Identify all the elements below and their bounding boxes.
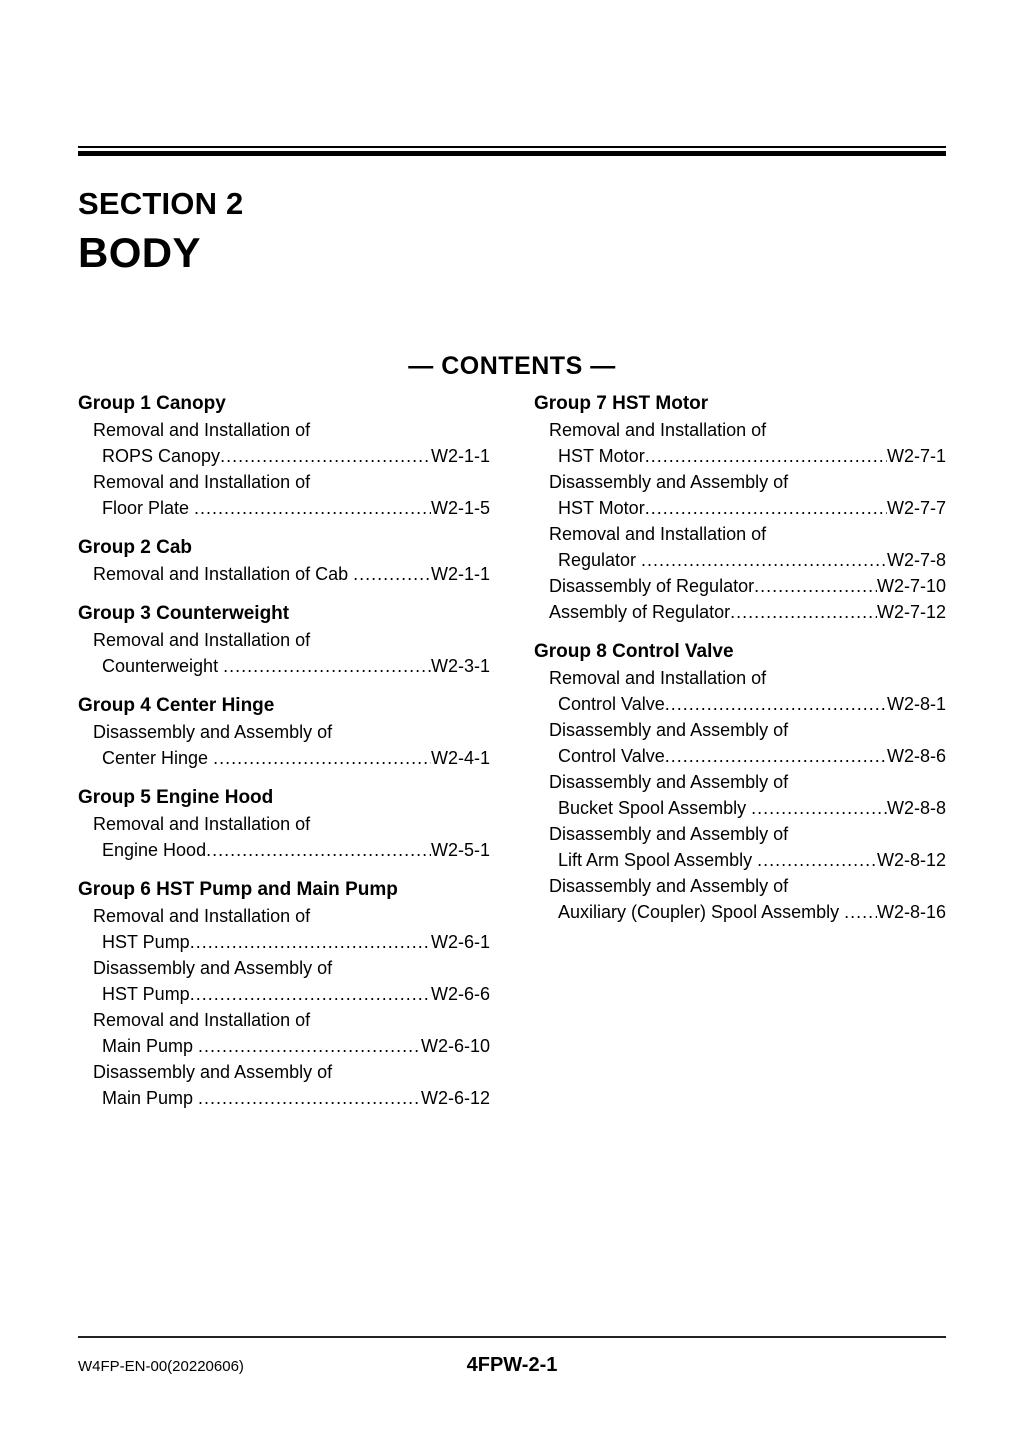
toc-entry-leader-dots <box>190 933 431 951</box>
toc-group <box>534 391 946 625</box>
toc-entry[interactable] <box>78 1085 490 1111</box>
toc-entry-leader-dots <box>757 851 877 869</box>
toc-entry-leader-dots <box>665 695 887 713</box>
toc-entry-title: Removal and Installation of Cab <box>93 564 349 584</box>
toc-entry[interactable] <box>534 443 946 469</box>
toc-group-heading: Group 2 Cab <box>78 537 193 558</box>
toc-entry-leader-dots <box>645 499 887 517</box>
toc-group <box>78 535 490 587</box>
toc-entry[interactable] <box>534 495 946 521</box>
toc-entry-prefix: Disassembly and Assembly of <box>93 1062 333 1082</box>
footer-document-code: W4FP-EN-00(20220606) <box>78 1358 244 1375</box>
toc-group <box>78 693 490 771</box>
toc-entry-title: Center Hinge <box>102 748 209 768</box>
toc-entry[interactable] <box>78 443 490 469</box>
toc-group-heading: Group 7 HST Motor <box>534 393 709 414</box>
toc-entry[interactable] <box>534 573 946 599</box>
toc-entry[interactable] <box>78 981 490 1007</box>
toc-entry-title: Control Valve <box>558 694 665 714</box>
toc-entry[interactable] <box>78 929 490 955</box>
toc-entry-page-number: W2-7-10 <box>876 576 946 596</box>
toc-entry-prefix: Disassembly and Assembly of <box>549 720 789 740</box>
toc-entry-leader-dots <box>223 657 431 675</box>
toc-entry-title: ROPS Canopy <box>102 446 221 466</box>
toc-entry-prefix: Removal and Installation of <box>549 668 767 688</box>
toc-entry-leader-dots <box>190 985 431 1003</box>
toc-entry-page-number: W2-3-1 <box>430 656 490 676</box>
toc-entry-title: Regulator <box>558 550 637 570</box>
toc-entry-prefix: Disassembly and Assembly of <box>549 824 789 844</box>
toc-entry-leader-dots <box>213 749 431 767</box>
toc-entry-page-number: W2-7-8 <box>886 550 946 570</box>
toc-entry-prefix: Removal and Installation of <box>93 1010 311 1030</box>
toc-left-column <box>78 391 490 1111</box>
toc-entry-prefix: Removal and Installation of <box>93 630 311 650</box>
toc-entry-page-number: W2-1-1 <box>430 564 490 584</box>
toc-entry-leader-dots <box>641 551 887 569</box>
toc-entry-page-number: W2-7-1 <box>886 446 946 466</box>
toc-entry-prefix: Disassembly and Assembly of <box>549 876 789 896</box>
toc-group <box>78 601 490 679</box>
toc-entry-page-number: W2-6-10 <box>420 1036 490 1056</box>
toc-entry-title: HST Motor <box>558 446 645 466</box>
toc-entry-leader-dots <box>353 565 431 583</box>
toc-entry[interactable] <box>534 743 946 769</box>
toc-entry[interactable] <box>78 653 490 679</box>
toc-entry-prefix: Disassembly and Assembly of <box>549 772 789 792</box>
toc-entry-leader-dots <box>665 747 887 765</box>
toc-entry-page-number: W2-6-12 <box>420 1088 490 1108</box>
toc-entry-title: Auxiliary (Coupler) Spool Assembly <box>558 902 840 922</box>
toc-entry-title: Main Pump <box>102 1036 194 1056</box>
header-rule-thick <box>78 151 946 156</box>
toc-group-heading: Group 4 Center Hinge <box>78 695 275 716</box>
toc-right-column <box>534 391 946 1111</box>
toc-entry-prefix: Removal and Installation of <box>549 420 767 440</box>
toc-entry-title: Main Pump <box>102 1088 194 1108</box>
toc-entry-title: Floor Plate <box>102 498 190 518</box>
toc-entry-leader-dots <box>645 447 887 465</box>
toc-entry-prefix: Removal and Installation of <box>549 524 767 544</box>
toc-entry-leader-dots <box>754 577 877 595</box>
footer-rule <box>78 1336 946 1338</box>
toc-entry-leader-dots <box>751 799 887 817</box>
toc-entry-page-number: W2-8-16 <box>876 902 946 922</box>
toc-entry[interactable] <box>534 795 946 821</box>
toc-entry-prefix: Removal and Installation of <box>93 472 311 492</box>
toc-entry[interactable] <box>534 547 946 573</box>
toc-entry-page-number: W2-6-6 <box>430 984 490 1004</box>
toc-group-heading: Group 6 HST Pump and Main Pump <box>78 879 398 900</box>
toc-entry-prefix: Removal and Installation of <box>93 420 311 440</box>
toc-entry-prefix: Disassembly and Assembly of <box>93 722 333 742</box>
toc-entry-title: Control Valve <box>558 746 665 766</box>
toc-group-heading: Group 1 Canopy <box>78 393 226 414</box>
toc-entry-title: Bucket Spool Assembly <box>558 798 747 818</box>
toc-entry-prefix: Removal and Installation of <box>93 906 311 926</box>
toc-group <box>78 785 490 863</box>
toc-entry-leader-dots <box>194 499 431 517</box>
toc-entry[interactable] <box>78 837 490 863</box>
toc-entry[interactable] <box>78 561 490 587</box>
toc-entry-leader-dots <box>220 447 431 465</box>
footer-page-number: 4FPW-2-1 <box>466 1354 558 1376</box>
toc-entry-title: Counterweight <box>102 656 219 676</box>
toc-entry-page-number: W2-8-6 <box>886 746 946 766</box>
toc-entry-prefix: Disassembly and Assembly of <box>93 958 333 978</box>
header-double-rule <box>78 146 946 156</box>
toc-entry-leader-dots <box>198 1037 421 1055</box>
toc-entry-title: Lift Arm Spool Assembly <box>558 850 753 870</box>
toc-entry[interactable] <box>534 899 946 925</box>
toc-group <box>534 639 946 925</box>
toc-entry-page-number: W2-5-1 <box>430 840 490 860</box>
toc-entry-page-number: W2-6-1 <box>430 932 490 952</box>
toc-entry-page-number: W2-8-8 <box>886 798 946 818</box>
toc-entry[interactable] <box>78 495 490 521</box>
toc-entry-title: Engine Hood <box>102 840 207 860</box>
toc-entry-page-number: W2-1-5 <box>430 498 490 518</box>
toc-entry-title: HST Pump <box>102 984 190 1004</box>
toc-entry-prefix: Removal and Installation of <box>93 814 311 834</box>
toc-entry-title: Assembly of Regulator <box>549 602 731 622</box>
table-of-contents <box>78 391 946 1111</box>
contents-heading: — CONTENTS — <box>408 352 616 380</box>
page-title: BODY <box>78 229 201 276</box>
toc-entry-title: Disassembly of Regulator <box>549 576 755 596</box>
toc-entry-leader-dots <box>198 1089 421 1107</box>
toc-entry-page-number: W2-8-12 <box>876 850 946 870</box>
toc-entry-leader-dots <box>730 603 877 621</box>
toc-entry-page-number: W2-4-1 <box>430 748 490 768</box>
toc-entry-page-number: W2-7-7 <box>886 498 946 518</box>
toc-entry[interactable] <box>78 1033 490 1059</box>
toc-entry-leader-dots <box>844 903 877 921</box>
toc-group-heading: Group 3 Counterweight <box>78 603 290 624</box>
toc-group-heading: Group 8 Control Valve <box>534 641 734 662</box>
toc-group <box>78 391 490 521</box>
toc-entry-prefix: Disassembly and Assembly of <box>549 472 789 492</box>
toc-entry[interactable] <box>534 847 946 873</box>
toc-entry-page-number: W2-8-1 <box>886 694 946 714</box>
toc-entry-page-number: W2-1-1 <box>430 446 490 466</box>
toc-group <box>78 877 490 1111</box>
toc-entry-page-number: W2-7-12 <box>876 602 946 622</box>
toc-entry[interactable] <box>534 691 946 717</box>
toc-entry[interactable] <box>534 599 946 625</box>
toc-entry[interactable] <box>78 745 490 771</box>
toc-entry-leader-dots <box>206 841 431 859</box>
toc-group-heading: Group 5 Engine Hood <box>78 787 274 808</box>
toc-entry-title: HST Motor <box>558 498 645 518</box>
section-label: SECTION 2 <box>78 186 244 221</box>
toc-entry-title: HST Pump <box>102 932 190 952</box>
